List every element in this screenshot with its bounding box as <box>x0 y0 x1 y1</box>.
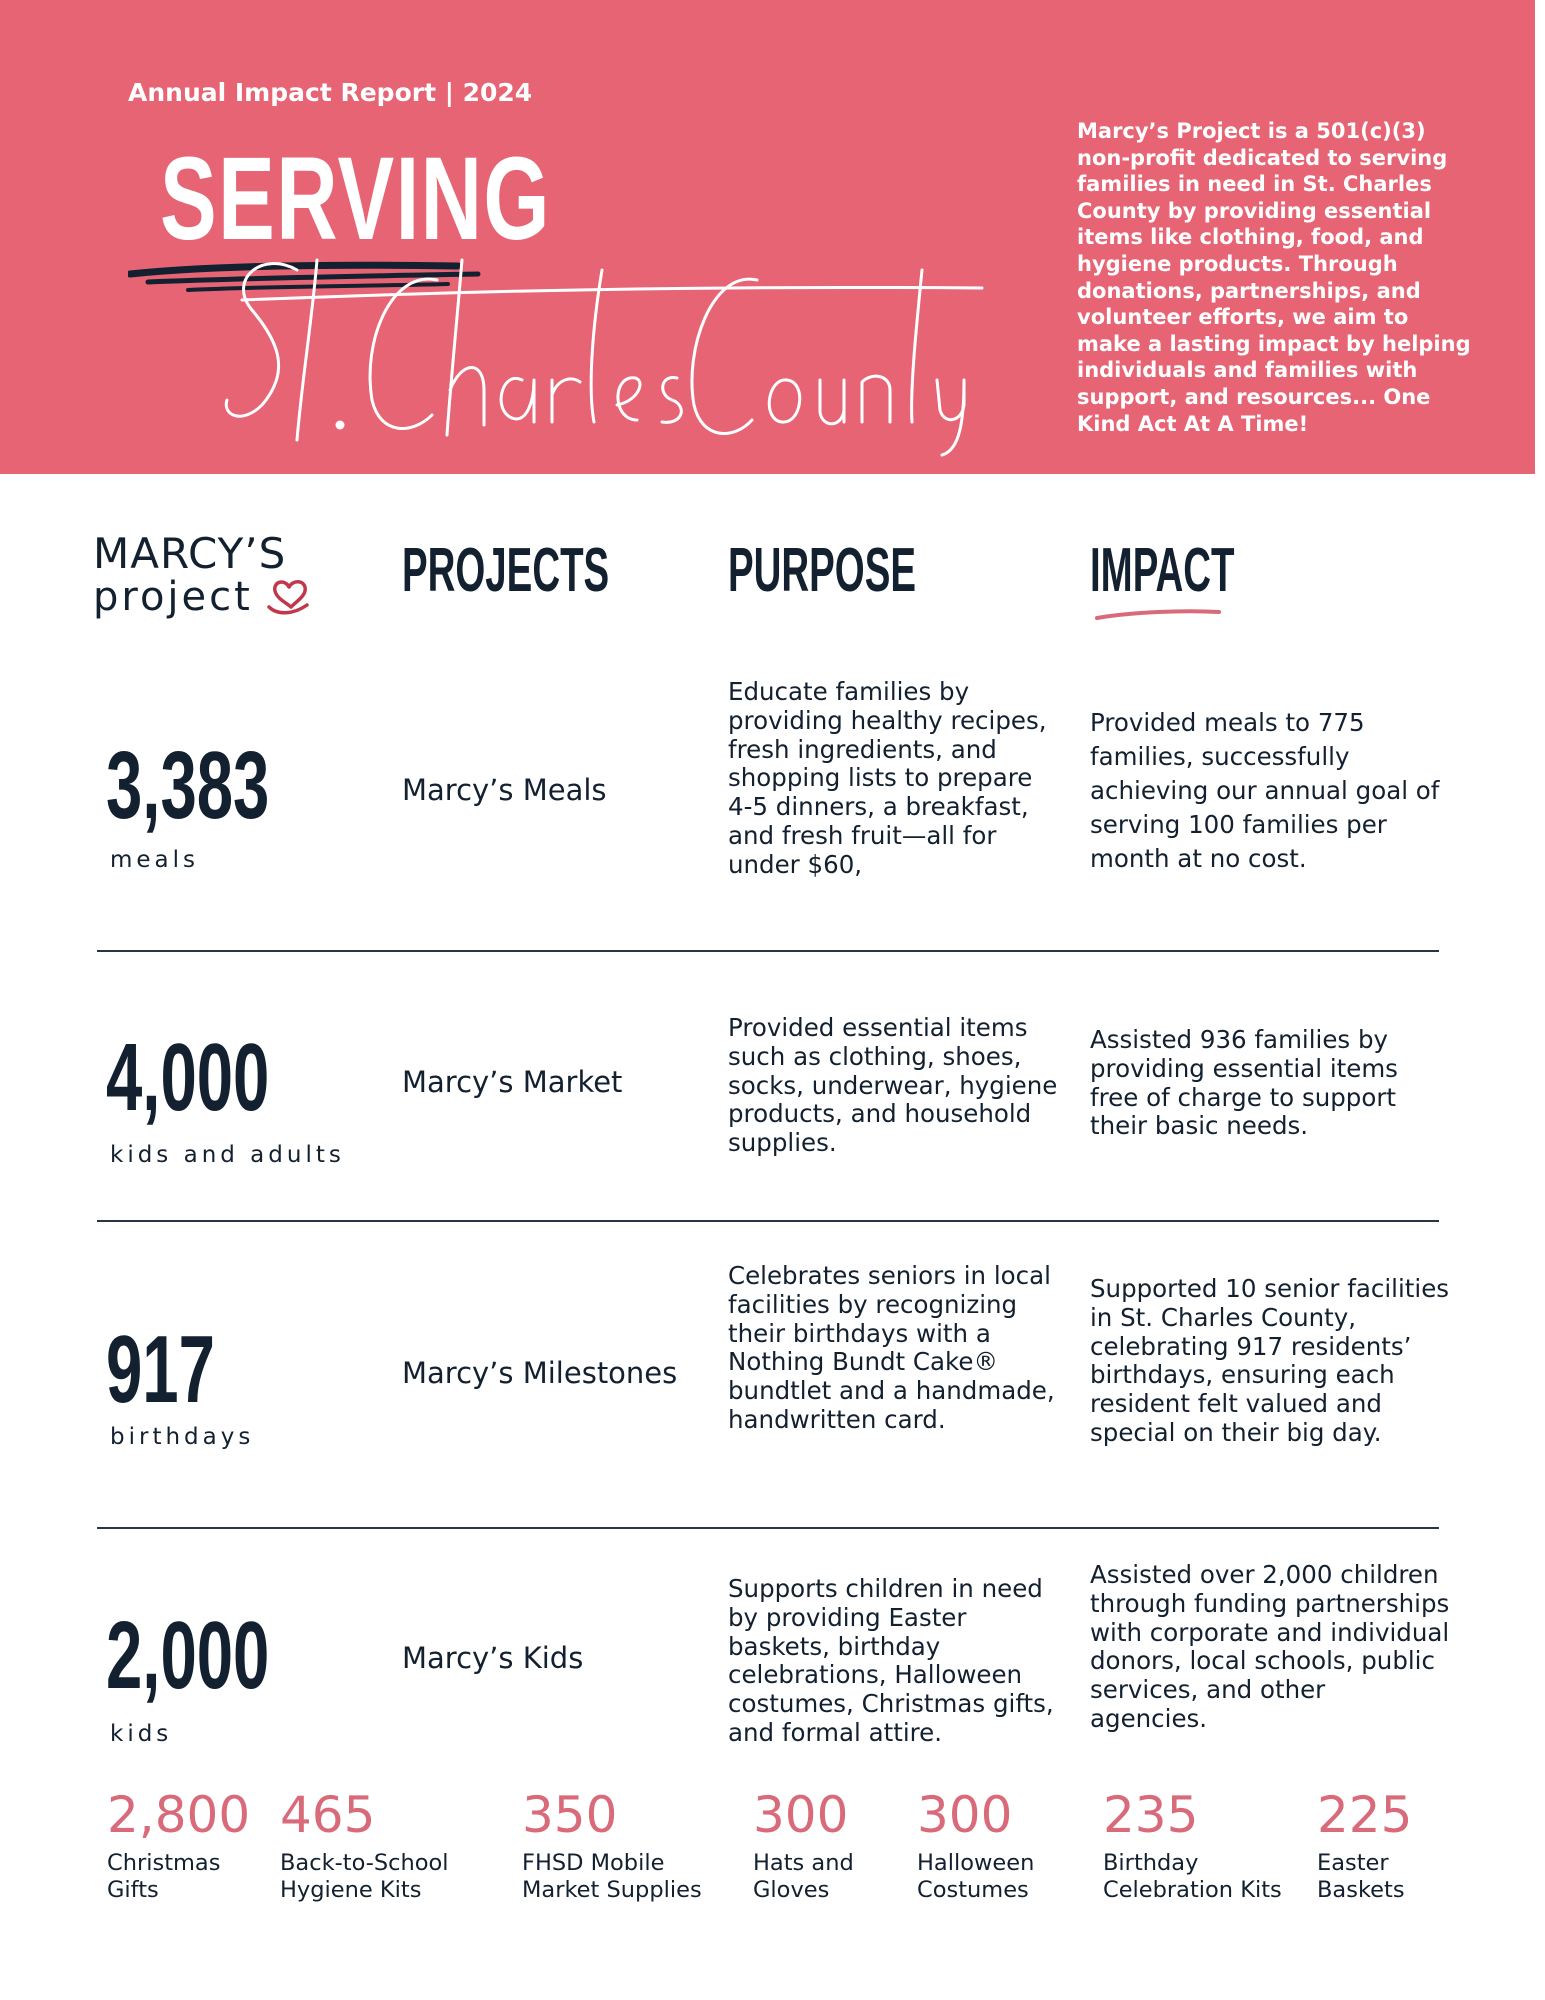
stat-label-line1: Birthday <box>1103 1850 1199 1876</box>
impact-kids: Assisted over 2,000 children through funding partnerships with corporate and individual donors, local schools, public services, and other agencies. <box>1090 1560 1450 1733</box>
stat-value: 2,800 <box>107 1786 251 1844</box>
stat-market-supplies <box>522 1786 702 1904</box>
impact-meals: Provided meals to 775 families, successfully achieving our annual goal of serving 100 families per month at no cost. <box>1090 708 1440 873</box>
impact-heading: IMPACT <box>1090 536 1235 605</box>
stat-label-line2: Baskets <box>1317 1877 1405 1903</box>
stat-label-line1: Christmas <box>107 1850 221 1876</box>
marcys-project-logo <box>93 529 287 620</box>
stat-hats-gloves <box>753 1786 854 1904</box>
stat-label-line2: Celebration Kits <box>1103 1877 1282 1903</box>
row-divider <box>97 1527 1439 1529</box>
stat-value: 225 <box>1317 1786 1413 1844</box>
stat-label-line1: Back-to-School <box>280 1850 449 1876</box>
stat-label-line1: FHSD Mobile <box>522 1850 665 1876</box>
impact-underline <box>1093 604 1223 624</box>
project-marcys-kids: Marcy’s Kids <box>402 1641 584 1675</box>
stat-value: 235 <box>1103 1786 1199 1844</box>
row-divider <box>97 950 1439 952</box>
logo-line2: project <box>93 574 253 620</box>
stat-hygiene-kits <box>280 1786 449 1904</box>
purpose-heading: PURPOSE <box>728 536 916 605</box>
impact-market: Assisted 936 families by providing essential items free of charge to support their basic needs. <box>1090 1025 1398 1141</box>
milestones-unit: birthdays <box>110 1424 255 1450</box>
stat-birthday-kits <box>1103 1786 1282 1904</box>
serving-heading: SERVING <box>160 133 551 265</box>
purpose-market: Provided essential items such as clothing, shoes, socks, underwear, hygiene products, and household supplies. <box>728 1013 1058 1158</box>
stat-value: 300 <box>917 1786 1013 1844</box>
kids-unit: kids <box>110 1721 173 1747</box>
stat-easter-baskets <box>1317 1786 1413 1904</box>
impact-milestones: Supported 10 senior facilities in St. Charles County, celebrating 917 residents’ birthdays, ensuring each resident felt valued and special on their big day. <box>1090 1274 1450 1447</box>
stat-label-line1: Easter <box>1317 1850 1389 1876</box>
stat-halloween-costumes <box>917 1786 1035 1904</box>
county-script-lettering <box>222 240 992 460</box>
stat-value: 300 <box>753 1786 849 1844</box>
row-divider <box>97 1220 1439 1222</box>
meals-count: 3,383 <box>106 732 270 839</box>
stat-label-line2: Market Supplies <box>522 1877 702 1903</box>
stat-label-line2: Gloves <box>753 1877 830 1903</box>
heart-hand-icon <box>267 577 313 617</box>
mission-statement: Marcy’s Project is a 501(c)(3) non-profit dedicated to serving families in need in St. Charles County by providing essential items like clothing, food, and hygiene products. Through donations, partnerships, and volunteer efforts, we aim to make a lasting impact by helping individuals and families with support, and resources... One Kind Act At A Time! <box>1077 119 1471 436</box>
project-marcys-milestones: Marcy’s Milestones <box>402 1356 678 1390</box>
project-marcys-meals: Marcy’s Meals <box>402 773 607 807</box>
stat-label-line1: Hats and <box>753 1850 854 1876</box>
stat-label-line2: Costumes <box>917 1877 1029 1903</box>
stat-label-line2: Hygiene Kits <box>280 1877 422 1903</box>
logo-line1: MARCY’S <box>93 529 287 578</box>
report-label: Annual Impact Report | 2024 <box>128 78 533 107</box>
stat-value: 350 <box>522 1786 618 1844</box>
market-unit: kids and adults <box>110 1142 345 1168</box>
projects-heading: PROJECTS <box>402 536 610 605</box>
milestones-count: 917 <box>106 1316 215 1423</box>
stat-christmas-gifts <box>107 1786 251 1904</box>
meals-unit: meals <box>110 847 200 873</box>
kids-count: 2,000 <box>106 1602 270 1709</box>
purpose-kids: Supports children in need by providing Easter baskets, birthday celebrations, Halloween costumes, Christmas gifts, and formal attire. <box>728 1574 1054 1747</box>
purpose-milestones: Celebrates seniors in local facilities by recognizing their birthdays with a Nothing Bundt Cake® bundtlet and a handmade, handwritten card. <box>728 1261 1055 1434</box>
stat-label-line1: Halloween <box>917 1850 1035 1876</box>
purpose-meals: Educate families by providing healthy recipes, fresh ingredients, and shopping lists to prepare 4-5 dinners, a breakfast, and fresh fruit—all for under $60, <box>728 677 1047 879</box>
stat-label-line2: Gifts <box>107 1877 159 1903</box>
stat-value: 465 <box>280 1786 376 1844</box>
project-marcys-market: Marcy’s Market <box>402 1065 623 1099</box>
market-count: 4,000 <box>106 1024 270 1131</box>
